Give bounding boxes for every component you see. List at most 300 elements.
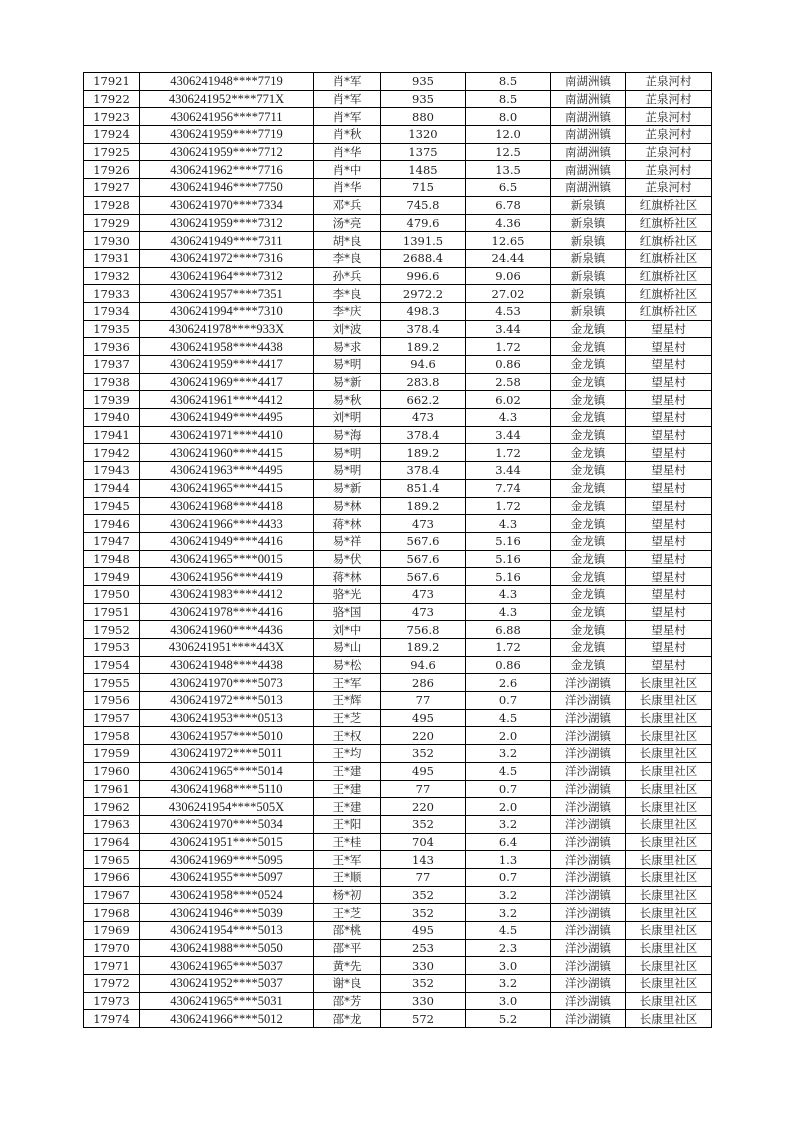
id-number-cell: 4306241955****5097 — [140, 868, 314, 886]
person-name-cell: 王*芝 — [314, 709, 381, 727]
town-cell: 洋沙湖镇 — [551, 868, 626, 886]
person-name-cell: 肖*军 — [314, 73, 381, 91]
amount-cell: 352 — [381, 815, 466, 833]
town-cell: 金龙镇 — [551, 409, 626, 427]
village-cell: 望星村 — [626, 444, 712, 462]
person-name-cell: 邓*兵 — [314, 196, 381, 214]
village-cell: 望星村 — [626, 497, 712, 515]
amount-cell: 851.4 — [381, 479, 466, 497]
area-cell: 2.3 — [466, 939, 551, 957]
table-row — [84, 267, 712, 285]
town-cell: 洋沙湖镇 — [551, 709, 626, 727]
area-cell: 4.3 — [466, 409, 551, 427]
table-row — [84, 108, 712, 126]
person-name-cell: 骆*国 — [314, 603, 381, 621]
village-cell: 红旗桥社区 — [626, 249, 712, 267]
amount-cell: 498.3 — [381, 302, 466, 320]
village-cell: 望星村 — [626, 409, 712, 427]
person-name-cell: 王*桂 — [314, 833, 381, 851]
area-cell: 27.02 — [466, 285, 551, 303]
amount-cell: 94.6 — [381, 656, 466, 674]
town-cell: 南湖洲镇 — [551, 90, 626, 108]
id-number-cell: 4306241959****7719 — [140, 126, 314, 144]
area-cell: 4.3 — [466, 515, 551, 533]
person-name-cell: 邵*芳 — [314, 992, 381, 1010]
area-cell: 3.2 — [466, 886, 551, 904]
town-cell: 金龙镇 — [551, 639, 626, 657]
village-cell: 红旗桥社区 — [626, 214, 712, 232]
town-cell: 南湖洲镇 — [551, 161, 626, 179]
person-name-cell: 刘*中 — [314, 621, 381, 639]
village-cell: 长康里社区 — [626, 939, 712, 957]
id-number-cell: 4306241949****4416 — [140, 532, 314, 550]
row-number-cell: 17939 — [84, 391, 140, 409]
row-number-cell: 17966 — [84, 868, 140, 886]
village-cell: 长康里社区 — [626, 762, 712, 780]
row-number-cell: 17934 — [84, 302, 140, 320]
table-row — [84, 285, 712, 303]
person-name-cell: 黄*先 — [314, 957, 381, 975]
area-cell: 6.5 — [466, 179, 551, 197]
row-number-cell: 17968 — [84, 904, 140, 922]
table-row — [84, 745, 712, 763]
row-number-cell: 17922 — [84, 90, 140, 108]
village-cell: 长康里社区 — [626, 833, 712, 851]
row-number-cell: 17952 — [84, 621, 140, 639]
row-number-cell: 17971 — [84, 957, 140, 975]
town-cell: 南湖洲镇 — [551, 73, 626, 91]
id-number-cell: 4306241960****4436 — [140, 621, 314, 639]
id-number-cell: 4306241948****4438 — [140, 656, 314, 674]
table-row — [84, 762, 712, 780]
table-row — [84, 639, 712, 657]
id-number-cell: 4306241959****7712 — [140, 143, 314, 161]
id-number-cell: 4306241954****505X — [140, 798, 314, 816]
table-row — [84, 479, 712, 497]
amount-cell: 1320 — [381, 126, 466, 144]
town-cell: 新泉镇 — [551, 249, 626, 267]
table-row — [84, 1010, 712, 1028]
table-row — [84, 904, 712, 922]
row-number-cell: 17953 — [84, 639, 140, 657]
town-cell: 金龙镇 — [551, 356, 626, 374]
area-cell: 9.06 — [466, 267, 551, 285]
amount-cell: 572 — [381, 1010, 466, 1028]
table-row — [84, 709, 712, 727]
table-row — [84, 426, 712, 444]
village-cell: 长康里社区 — [626, 815, 712, 833]
amount-cell: 220 — [381, 798, 466, 816]
row-number-cell: 17948 — [84, 550, 140, 568]
village-cell: 芷泉河村 — [626, 161, 712, 179]
row-number-cell: 17945 — [84, 497, 140, 515]
town-cell: 金龙镇 — [551, 550, 626, 568]
person-name-cell: 李*良 — [314, 285, 381, 303]
row-number-cell: 17946 — [84, 515, 140, 533]
amount-cell: 94.6 — [381, 356, 466, 374]
town-cell: 金龙镇 — [551, 621, 626, 639]
person-name-cell: 李*良 — [314, 249, 381, 267]
id-number-cell: 4306241962****7716 — [140, 161, 314, 179]
id-number-cell: 4306241951****5015 — [140, 833, 314, 851]
amount-cell: 704 — [381, 833, 466, 851]
village-cell: 长康里社区 — [626, 922, 712, 940]
table-row — [84, 957, 712, 975]
row-number-cell: 17970 — [84, 939, 140, 957]
table-row — [84, 515, 712, 533]
amount-cell: 77 — [381, 868, 466, 886]
area-cell: 1.72 — [466, 444, 551, 462]
table-row — [84, 780, 712, 798]
table-row — [84, 356, 712, 374]
town-cell: 金龙镇 — [551, 479, 626, 497]
town-cell: 洋沙湖镇 — [551, 692, 626, 710]
table-row — [84, 444, 712, 462]
person-name-cell: 王*均 — [314, 745, 381, 763]
amount-cell: 479.6 — [381, 214, 466, 232]
id-number-cell: 4306241968****5110 — [140, 780, 314, 798]
person-name-cell: 王*军 — [314, 851, 381, 869]
village-cell: 长康里社区 — [626, 674, 712, 692]
village-cell: 长康里社区 — [626, 709, 712, 727]
village-cell: 望星村 — [626, 639, 712, 657]
amount-cell: 189.2 — [381, 497, 466, 515]
village-cell: 望星村 — [626, 656, 712, 674]
table-row — [84, 497, 712, 515]
village-cell: 长康里社区 — [626, 798, 712, 816]
village-cell: 望星村 — [626, 479, 712, 497]
village-cell: 长康里社区 — [626, 780, 712, 798]
id-number-cell: 4306241978****933X — [140, 320, 314, 338]
id-number-cell: 4306241965****5031 — [140, 992, 314, 1010]
id-number-cell: 4306241972****5011 — [140, 745, 314, 763]
village-cell: 红旗桥社区 — [626, 196, 712, 214]
id-number-cell: 4306241965****0015 — [140, 550, 314, 568]
row-number-cell: 17955 — [84, 674, 140, 692]
person-name-cell: 王*建 — [314, 762, 381, 780]
row-number-cell: 17957 — [84, 709, 140, 727]
person-name-cell: 肖*华 — [314, 179, 381, 197]
person-name-cell: 骆*光 — [314, 585, 381, 603]
person-name-cell: 肖*军 — [314, 90, 381, 108]
area-cell: 0.7 — [466, 692, 551, 710]
table-row — [84, 851, 712, 869]
person-name-cell: 王*顺 — [314, 868, 381, 886]
amount-cell: 378.4 — [381, 462, 466, 480]
id-number-cell: 4306241966****4433 — [140, 515, 314, 533]
row-number-cell: 17974 — [84, 1010, 140, 1028]
table-row — [84, 161, 712, 179]
village-cell: 望星村 — [626, 585, 712, 603]
area-cell: 2.6 — [466, 674, 551, 692]
amount-cell: 1485 — [381, 161, 466, 179]
row-number-cell: 17962 — [84, 798, 140, 816]
row-number-cell: 17925 — [84, 143, 140, 161]
id-number-cell: 4306241956****7711 — [140, 108, 314, 126]
town-cell: 洋沙湖镇 — [551, 992, 626, 1010]
village-cell: 芷泉河村 — [626, 126, 712, 144]
village-cell: 望星村 — [626, 603, 712, 621]
row-number-cell: 17967 — [84, 886, 140, 904]
town-cell: 金龙镇 — [551, 373, 626, 391]
amount-cell: 473 — [381, 409, 466, 427]
row-number-cell: 17950 — [84, 585, 140, 603]
town-cell: 洋沙湖镇 — [551, 780, 626, 798]
area-cell: 5.16 — [466, 532, 551, 550]
amount-cell: 662.2 — [381, 391, 466, 409]
table-row — [84, 603, 712, 621]
town-cell: 金龙镇 — [551, 656, 626, 674]
town-cell: 洋沙湖镇 — [551, 745, 626, 763]
village-cell: 红旗桥社区 — [626, 302, 712, 320]
person-name-cell: 易*新 — [314, 373, 381, 391]
amount-cell: 567.6 — [381, 568, 466, 586]
village-cell: 望星村 — [626, 391, 712, 409]
town-cell: 金龙镇 — [551, 568, 626, 586]
id-number-cell: 4306241957****5010 — [140, 727, 314, 745]
table-row — [84, 922, 712, 940]
area-cell: 0.86 — [466, 656, 551, 674]
row-number-cell: 17944 — [84, 479, 140, 497]
amount-cell: 2972.2 — [381, 285, 466, 303]
person-name-cell: 肖*中 — [314, 161, 381, 179]
town-cell: 洋沙湖镇 — [551, 727, 626, 745]
row-number-cell: 17923 — [84, 108, 140, 126]
town-cell: 金龙镇 — [551, 320, 626, 338]
area-cell: 4.5 — [466, 709, 551, 727]
village-cell: 望星村 — [626, 621, 712, 639]
village-cell: 望星村 — [626, 462, 712, 480]
area-cell: 0.7 — [466, 780, 551, 798]
area-cell: 1.3 — [466, 851, 551, 869]
row-number-cell: 17927 — [84, 179, 140, 197]
village-cell: 望星村 — [626, 338, 712, 356]
village-cell: 长康里社区 — [626, 992, 712, 1010]
person-name-cell: 刘*波 — [314, 320, 381, 338]
row-number-cell: 17973 — [84, 992, 140, 1010]
table-row — [84, 196, 712, 214]
town-cell: 金龙镇 — [551, 391, 626, 409]
table-row — [84, 975, 712, 993]
town-cell: 新泉镇 — [551, 232, 626, 250]
table-row — [84, 302, 712, 320]
town-cell: 金龙镇 — [551, 585, 626, 603]
person-name-cell: 汤*亮 — [314, 214, 381, 232]
id-number-cell: 4306241964****7312 — [140, 267, 314, 285]
town-cell: 洋沙湖镇 — [551, 886, 626, 904]
area-cell: 13.5 — [466, 161, 551, 179]
town-cell: 洋沙湖镇 — [551, 939, 626, 957]
person-name-cell: 易*松 — [314, 656, 381, 674]
town-cell: 金龙镇 — [551, 444, 626, 462]
id-number-cell: 4306241960****4415 — [140, 444, 314, 462]
person-name-cell: 王*军 — [314, 674, 381, 692]
amount-cell: 495 — [381, 709, 466, 727]
town-cell: 洋沙湖镇 — [551, 957, 626, 975]
village-cell: 长康里社区 — [626, 975, 712, 993]
amount-cell: 330 — [381, 957, 466, 975]
table-row — [84, 249, 712, 267]
amount-cell: 189.2 — [381, 639, 466, 657]
area-cell: 3.2 — [466, 904, 551, 922]
table-row — [84, 179, 712, 197]
person-name-cell: 蒋*林 — [314, 568, 381, 586]
amount-cell: 378.4 — [381, 320, 466, 338]
id-number-cell: 4306241952****5037 — [140, 975, 314, 993]
amount-cell: 352 — [381, 975, 466, 993]
amount-cell: 143 — [381, 851, 466, 869]
person-name-cell: 王*辉 — [314, 692, 381, 710]
id-number-cell: 4306241949****7311 — [140, 232, 314, 250]
village-cell: 芷泉河村 — [626, 108, 712, 126]
row-number-cell: 17931 — [84, 249, 140, 267]
area-cell: 1.72 — [466, 497, 551, 515]
village-cell: 芷泉河村 — [626, 73, 712, 91]
town-cell: 洋沙湖镇 — [551, 674, 626, 692]
person-name-cell: 刘*明 — [314, 409, 381, 427]
id-number-cell: 4306241957****7351 — [140, 285, 314, 303]
person-name-cell: 王*建 — [314, 798, 381, 816]
id-number-cell: 4306241954****5013 — [140, 922, 314, 940]
table-body — [84, 73, 712, 1028]
village-cell: 红旗桥社区 — [626, 267, 712, 285]
id-number-cell: 4306241988****5050 — [140, 939, 314, 957]
table-row — [84, 798, 712, 816]
area-cell: 6.02 — [466, 391, 551, 409]
amount-cell: 352 — [381, 886, 466, 904]
person-name-cell: 李*庆 — [314, 302, 381, 320]
id-number-cell: 4306241965****4415 — [140, 479, 314, 497]
town-cell: 新泉镇 — [551, 267, 626, 285]
table-row — [84, 886, 712, 904]
amount-cell: 756.8 — [381, 621, 466, 639]
village-cell: 红旗桥社区 — [626, 232, 712, 250]
table-row — [84, 532, 712, 550]
row-number-cell: 17937 — [84, 356, 140, 374]
row-number-cell: 17924 — [84, 126, 140, 144]
table-row — [84, 73, 712, 91]
row-number-cell: 17941 — [84, 426, 140, 444]
row-number-cell: 17929 — [84, 214, 140, 232]
person-name-cell: 肖*秋 — [314, 126, 381, 144]
person-name-cell: 王*建 — [314, 780, 381, 798]
table-row — [84, 462, 712, 480]
area-cell: 3.44 — [466, 426, 551, 444]
person-name-cell: 杨*初 — [314, 886, 381, 904]
town-cell: 南湖洲镇 — [551, 143, 626, 161]
id-number-cell: 4306241983****4412 — [140, 585, 314, 603]
village-cell: 芷泉河村 — [626, 90, 712, 108]
town-cell: 洋沙湖镇 — [551, 975, 626, 993]
person-name-cell: 孙*兵 — [314, 267, 381, 285]
amount-cell: 352 — [381, 904, 466, 922]
area-cell: 4.3 — [466, 585, 551, 603]
table-row — [84, 833, 712, 851]
row-number-cell: 17958 — [84, 727, 140, 745]
amount-cell: 1391.5 — [381, 232, 466, 250]
area-cell: 3.2 — [466, 745, 551, 763]
area-cell: 6.88 — [466, 621, 551, 639]
row-number-cell: 17960 — [84, 762, 140, 780]
area-cell: 3.0 — [466, 992, 551, 1010]
table-row — [84, 391, 712, 409]
person-name-cell: 王*权 — [314, 727, 381, 745]
area-cell: 6.4 — [466, 833, 551, 851]
area-cell: 4.36 — [466, 214, 551, 232]
amount-cell: 473 — [381, 585, 466, 603]
town-cell: 洋沙湖镇 — [551, 762, 626, 780]
town-cell: 洋沙湖镇 — [551, 851, 626, 869]
row-number-cell: 17949 — [84, 568, 140, 586]
person-name-cell: 蒋*林 — [314, 515, 381, 533]
amount-cell: 567.6 — [381, 550, 466, 568]
town-cell: 南湖洲镇 — [551, 179, 626, 197]
id-number-cell: 4306241969****5095 — [140, 851, 314, 869]
person-name-cell: 易*求 — [314, 338, 381, 356]
amount-cell: 283.8 — [381, 373, 466, 391]
amount-cell: 996.6 — [381, 267, 466, 285]
id-number-cell: 4306241969****4417 — [140, 373, 314, 391]
area-cell: 2.0 — [466, 727, 551, 745]
village-cell: 长康里社区 — [626, 957, 712, 975]
area-cell: 1.72 — [466, 639, 551, 657]
village-cell: 望星村 — [626, 356, 712, 374]
table-row — [84, 409, 712, 427]
village-cell: 芷泉河村 — [626, 179, 712, 197]
area-cell: 8.5 — [466, 90, 551, 108]
town-cell: 金龙镇 — [551, 532, 626, 550]
row-number-cell: 17947 — [84, 532, 140, 550]
amount-cell: 189.2 — [381, 444, 466, 462]
area-cell: 1.72 — [466, 338, 551, 356]
person-name-cell: 易*祥 — [314, 532, 381, 550]
table-row — [84, 143, 712, 161]
id-number-cell: 4306241951****443X — [140, 639, 314, 657]
area-cell: 4.5 — [466, 922, 551, 940]
village-cell: 长康里社区 — [626, 868, 712, 886]
town-cell: 南湖洲镇 — [551, 126, 626, 144]
id-number-cell: 4306241949****4495 — [140, 409, 314, 427]
town-cell: 洋沙湖镇 — [551, 922, 626, 940]
table-row — [84, 373, 712, 391]
row-number-cell: 17951 — [84, 603, 140, 621]
person-name-cell: 易*林 — [314, 497, 381, 515]
village-cell: 芷泉河村 — [626, 143, 712, 161]
area-cell: 12.5 — [466, 143, 551, 161]
village-cell: 望星村 — [626, 515, 712, 533]
person-name-cell: 邵*龙 — [314, 1010, 381, 1028]
person-name-cell: 易*明 — [314, 462, 381, 480]
village-cell: 长康里社区 — [626, 1010, 712, 1028]
person-name-cell: 易*秋 — [314, 391, 381, 409]
table-row — [84, 550, 712, 568]
table-row — [84, 727, 712, 745]
village-cell: 长康里社区 — [626, 904, 712, 922]
area-cell: 3.44 — [466, 320, 551, 338]
table-row — [84, 939, 712, 957]
id-number-cell: 4306241952****771X — [140, 90, 314, 108]
person-name-cell: 谢*良 — [314, 975, 381, 993]
table-row — [84, 214, 712, 232]
area-cell: 3.2 — [466, 815, 551, 833]
village-cell: 望星村 — [626, 426, 712, 444]
area-cell: 5.16 — [466, 568, 551, 586]
row-number-cell: 17932 — [84, 267, 140, 285]
amount-cell: 935 — [381, 90, 466, 108]
town-cell: 洋沙湖镇 — [551, 815, 626, 833]
row-number-cell: 17959 — [84, 745, 140, 763]
area-cell: 5.16 — [466, 550, 551, 568]
